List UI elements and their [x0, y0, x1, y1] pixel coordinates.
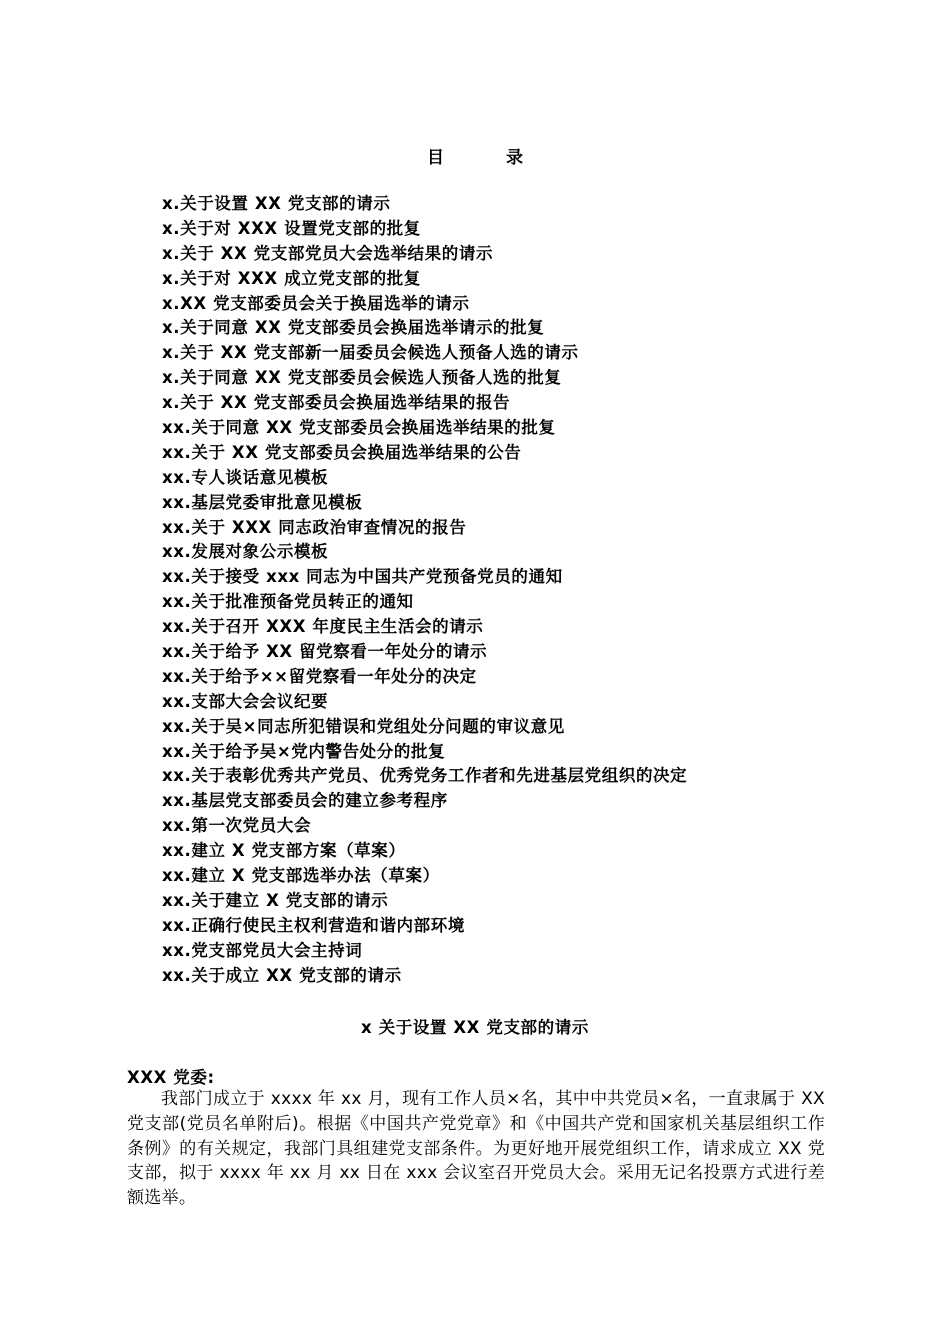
toc-item: x.关于 XX 党支部党员大会选举结果的请示 — [162, 243, 494, 263]
toc-item: xx.关于同意 XX 党支部委员会换届选举结果的批复 — [162, 418, 556, 438]
toc-item: xx.关于表彰优秀共产党员、优秀党务工作者和先进基层党组织的决定 — [162, 766, 688, 786]
toc-item: xx.正确行使民主权利营造和谐内部环境 — [162, 915, 465, 935]
salutation: XXX 党委: — [127, 1068, 215, 1087]
section-title: x 关于设置 XX 党支部的请示 — [361, 1018, 589, 1037]
toc-item: xx.关于吴×同志所犯错误和党组处分问题的审议意见 — [162, 716, 565, 736]
toc-item: xx.支部大会会议纪要 — [162, 691, 329, 711]
toc-item: xx.发展对象公示模板 — [162, 542, 329, 562]
toc-item: xx.关于批准预备党员转正的通知 — [162, 592, 414, 612]
toc-item: xx.专人谈话意见模板 — [162, 467, 329, 487]
toc-item: xx.基层党委审批意见模板 — [162, 492, 363, 512]
toc-item: x.关于同意 XX 党支部委员会换届选举请示的批复 — [162, 318, 545, 338]
toc-item: xx.关于给予 XX 留党察看一年处分的请示 — [162, 642, 488, 662]
toc-item: x.关于对 XXX 设置党支部的批复 — [162, 218, 421, 238]
toc-item: x.关于 XX 党支部新一届委员会候选人预备人选的请示 — [162, 343, 579, 363]
toc-item: xx.关于 XX 党支部委员会换届选举结果的公告 — [162, 442, 522, 462]
toc-item: xx.关于成立 XX 党支部的请示 — [162, 965, 402, 985]
toc-item: xx.党支部党员大会主持词 — [162, 940, 363, 960]
toc-item: xx.建立 X 党支部方案（草案） — [162, 841, 406, 861]
toc-item: xx.基层党支部委员会的建立参考程序 — [162, 791, 448, 811]
toc-item: x.关于同意 XX 党支部委员会候选人预备人选的批复 — [162, 368, 562, 388]
toc-title: 目 录 — [427, 148, 551, 168]
toc-item: xx.第一次党员大会 — [162, 816, 312, 836]
toc-list — [162, 192, 687, 989]
toc-item: xx.关于给予××留党察看一年处分的决定 — [162, 666, 477, 686]
toc-item: xx.建立 X 党支部选举办法（草案） — [162, 866, 440, 886]
toc-item: x.XX 党支部委员会关于换届选举的请示 — [162, 293, 470, 313]
toc-item: xx.关于接受 xxx 同志为中国共产党预备党员的通知 — [162, 567, 563, 587]
toc-item: x.关于 XX 党支部委员会换届选举结果的报告 — [162, 393, 511, 413]
toc-item: xx.关于给予吴×党内警告处分的批复 — [162, 741, 446, 761]
toc-item: xx.关于召开 XXX 年度民主生活会的请示 — [162, 617, 484, 637]
toc-item: x.关于设置 XX 党支部的请示 — [162, 194, 391, 213]
toc-item: xx.关于建立 X 党支部的请示 — [162, 890, 389, 910]
toc-item: x.关于对 XXX 成立党支部的批复 — [162, 268, 421, 288]
toc-item: xx.关于 XXX 同志政治审查情况的报告 — [162, 517, 467, 537]
body-paragraph: 我部门成立于 xxxx 年 xx 月，现有工作人员×名，其中中共党员×名，一直隶属于 XX 党支部(党员名单附后)。根据《中国共产党党章》和《中国共产党和国家机关基层组织工作条例》的有关规定，我部门具组建党支部条件。为更好地开展党组织工作，请求成立 XX 党支部，拟于 xxxx 年 xx 月 xx 日在 xxx 会议室召开党员大会。采用无记名投票方式进行差额选举。 — [127, 1089, 825, 1209]
